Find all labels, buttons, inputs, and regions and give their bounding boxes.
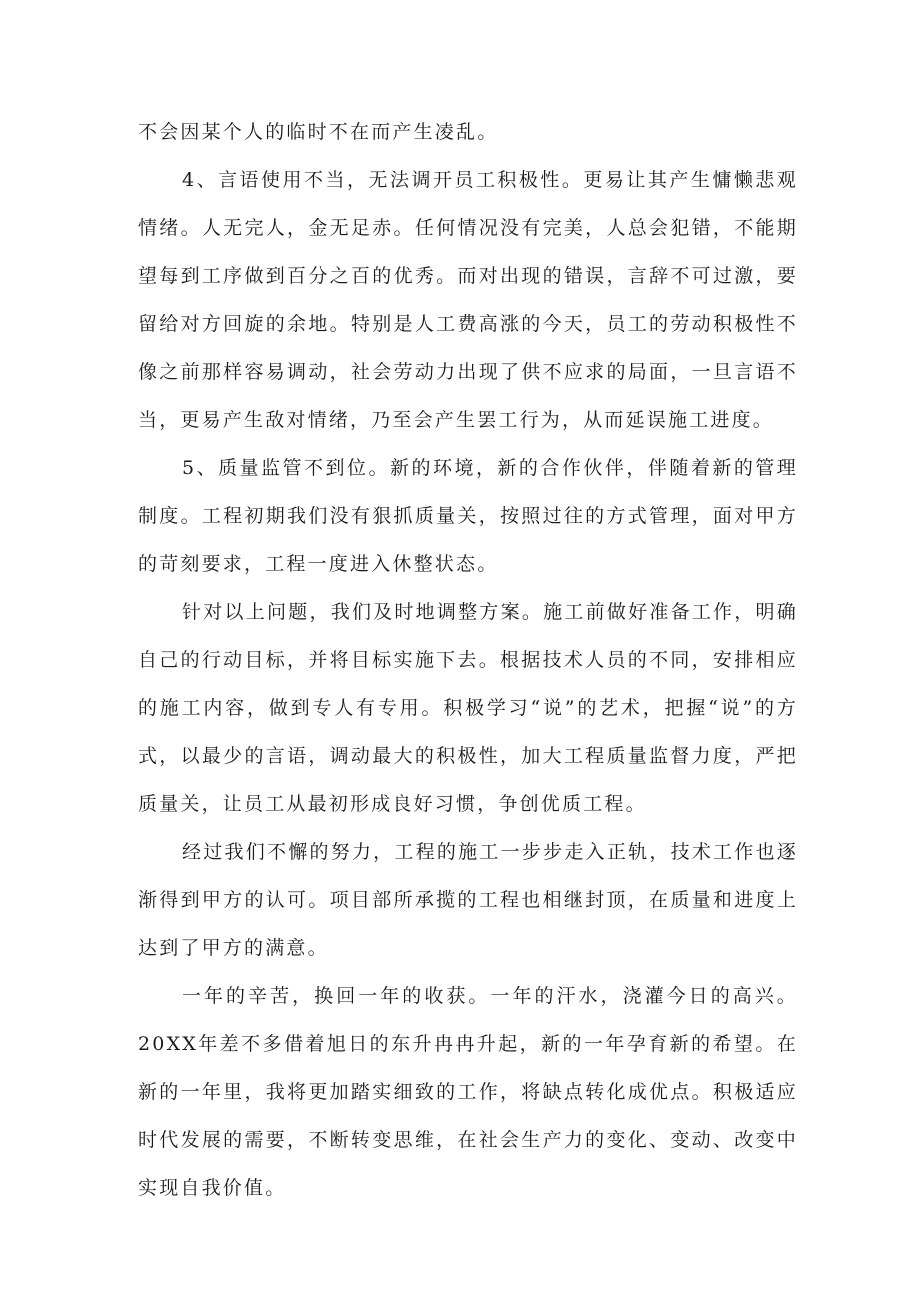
paragraph-measures: 针对以上问题，我们及时地调整方案。施工前做好准备工作，明确自己的行动目标，并将目标实施下去。根据技术人员的不同，安排相应的施工内容，做到专人有专用。积极学习“说”的艺术，把握“说”的方式，以最少的言语，调动最大的积极性，加大工程质量监督力度，严把质量关，让员工从最初形成良好习惯，争创优质工程。 (138, 601, 798, 815)
paragraph-outlook: 一年的辛苦，换回一年的收获。一年的汗水，浇灌今日的高兴。20XX年差不多借着旭日的东升冉冉升起，新的一年孕育新的希望。在新的一年里，我将更加踏实细致的工作，将缺点转化成优点。积极适应时代发展的需要，不断转变思维，在社会生产力的变化、变动、改变中实现自我价值。 (138, 985, 798, 1199)
document-body (138, 108, 798, 1212)
paragraph-results: 经过我们不懈的努力，工程的施工一步步走入正轨，技术工作也逐渐得到甲方的认可。项目部所承揽的工程也相继封顶，在质量和进度上达到了甲方的满意。 (138, 841, 798, 959)
paragraph-item-4: 4、言语使用不当，无法调开员工积极性。更易让其产生慵懒悲观情绪。人无完人，金无足赤。任何情况没有完美，人总会犯错，不能期望每到工序做到百分之百的优秀。而对出现的错误，言辞不可过激，要留给对方回旋的余地。特别是人工费高涨的今天，员工的劳动积极性不像之前那样容易调动，社会劳动力出现了供不应求的局面，一旦言语不当，更易产生敌对情绪，乃至会产生罢工行为，从而延误施工进度。 (138, 169, 798, 431)
paragraph-continuation: 不会因某个人的临时不在而产生凌乱。 (138, 121, 499, 143)
paragraph-item-5: 5、质量监管不到位。新的环境，新的合作伙伴，伴随着新的管理制度。工程初期我们没有狠抓质量关，按照过往的方式管理，面对甲方的苛刻要求，工程一度进入休整状态。 (138, 457, 798, 575)
